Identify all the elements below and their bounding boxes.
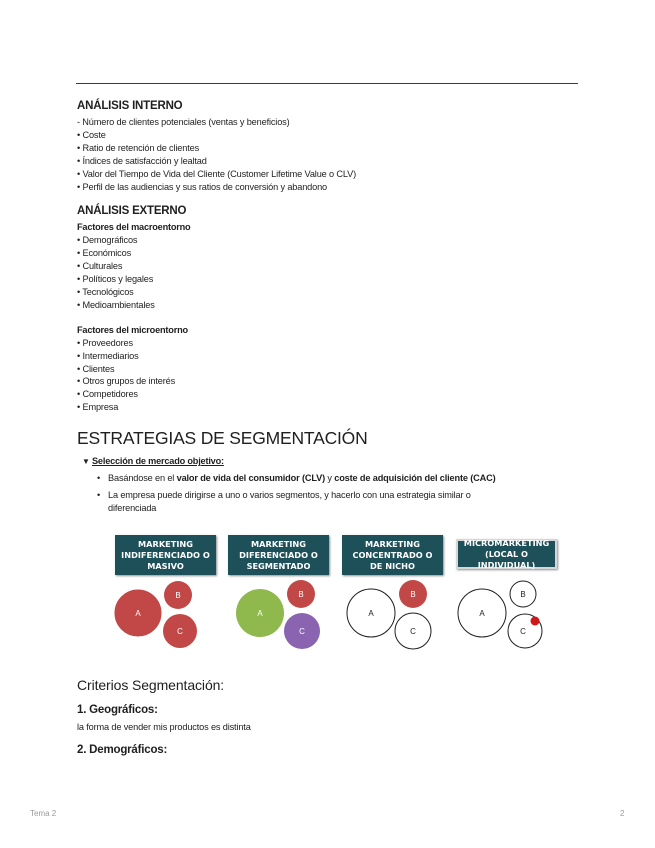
box-concentrado: MARKETING CONCENTRADO O DE NICHO bbox=[342, 535, 443, 575]
label-a: A bbox=[479, 609, 485, 618]
label-b: B bbox=[410, 590, 416, 599]
list-item: • Ratio de retención de clientes bbox=[77, 142, 200, 153]
list-item: • Tecnológicos bbox=[77, 286, 134, 297]
list-item: • Coste bbox=[77, 129, 106, 140]
marketing-strategies-diagram bbox=[108, 535, 568, 655]
group-diferenciado bbox=[236, 580, 320, 649]
microentorno-list bbox=[77, 337, 577, 414]
individual-dot bbox=[531, 617, 540, 626]
analisis-interno-list bbox=[77, 116, 577, 193]
label-b: B bbox=[175, 591, 181, 600]
geograficos-text: la forma de vender mis productos es distinta bbox=[77, 722, 251, 732]
list-item: • Clientes bbox=[77, 363, 115, 374]
label-c: C bbox=[299, 627, 305, 636]
page-number: 2 bbox=[620, 809, 625, 818]
label-a: A bbox=[257, 609, 263, 618]
analisis-externo-heading: ANÁLISIS EXTERNO bbox=[77, 205, 187, 218]
list-item: • Índices de satisfacción y lealtad bbox=[77, 155, 207, 166]
demograficos-heading: 2. Demográficos: bbox=[77, 744, 168, 756]
label-b: B bbox=[298, 590, 304, 599]
group-concentrado bbox=[347, 580, 431, 649]
toggle-seleccion-mercado[interactable] bbox=[82, 455, 577, 468]
box-indiferenciado: MARKETING INDIFERENCIADO O MASIVO bbox=[115, 535, 216, 575]
text-segment: y bbox=[325, 473, 335, 484]
label-c: C bbox=[520, 627, 526, 636]
label-a: A bbox=[368, 609, 374, 618]
estrategias-bullets bbox=[77, 472, 577, 515]
footer-title: Tema 2 bbox=[30, 809, 57, 818]
box-diferenciado: MARKETING DIFERENCIADO O SEGMENTADO bbox=[228, 535, 329, 575]
document-body bbox=[77, 100, 577, 519]
label-c: C bbox=[410, 627, 416, 636]
list-item: • Demográficos bbox=[77, 235, 138, 246]
list-item: • Perfil de las audiencias y sus ratios de conversión y abandono bbox=[77, 181, 327, 192]
label-a: A bbox=[135, 609, 141, 618]
text-segment: Basándose en el bbox=[108, 473, 177, 484]
criterios-heading: Criterios Segmentación: bbox=[77, 677, 225, 693]
list-item: • La empresa puede dirigirse a uno o varios segmentos, y hacerlo con una estrategia similar o diferenciada bbox=[108, 489, 498, 515]
top-divider bbox=[76, 83, 578, 84]
macroentorno-subheading: Factores del macroentorno bbox=[77, 222, 191, 233]
list-item: • Otros grupos de interés bbox=[77, 376, 176, 387]
macroentorno-list bbox=[77, 234, 577, 311]
group-indiferenciado bbox=[114, 581, 197, 648]
list-item: • Culturales bbox=[77, 261, 123, 272]
bold-text: coste de adquisición del cliente (CAC) bbox=[334, 473, 496, 484]
geograficos-heading: 1. Geográficos: bbox=[77, 704, 158, 716]
label-c: C bbox=[177, 627, 183, 636]
bold-text: valor de vida del consumidor (CLV) bbox=[176, 473, 326, 484]
segment-circles bbox=[108, 535, 568, 655]
box-micromarketing: MICROMARKETING (LOCAL O INDIVIDUAL) bbox=[456, 539, 557, 569]
list-item: • Proveedores bbox=[77, 337, 133, 348]
toggle-label: Selección de mercado objetivo: bbox=[92, 456, 224, 467]
analisis-interno-heading: ANÁLISIS INTERNO bbox=[77, 100, 183, 112]
list-item: • Medioambientales bbox=[77, 299, 155, 310]
list-item bbox=[108, 472, 577, 485]
group-micromarketing bbox=[458, 581, 542, 648]
toggle-triangle-icon[interactable]: ▼ bbox=[82, 457, 90, 467]
estrategias-heading: ESTRATEGIAS DE SEGMENTACIÓN bbox=[77, 428, 368, 449]
list-item: - Número de clientes potenciales (ventas y beneficios) bbox=[77, 117, 290, 127]
label-b: B bbox=[520, 590, 526, 599]
list-item: • Valor del Tiempo de Vida del Cliente (Customer Lifetime Value o CLV) bbox=[77, 168, 357, 179]
list-item: • Políticos y legales bbox=[77, 274, 154, 285]
microentorno-subheading: Factores del microentorno bbox=[77, 324, 188, 335]
list-item: • Económicos bbox=[77, 248, 132, 259]
list-item: • Empresa bbox=[77, 402, 119, 413]
list-item: • Competidores bbox=[77, 389, 138, 400]
list-item: • Intermediarios bbox=[77, 350, 139, 361]
